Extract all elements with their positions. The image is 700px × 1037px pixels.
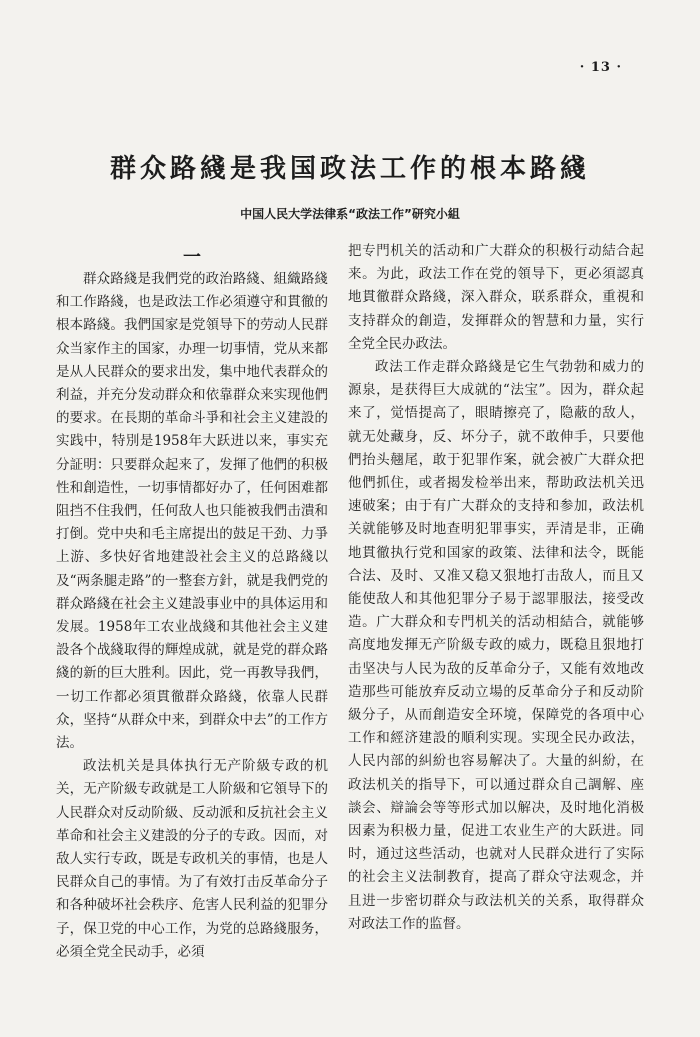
paragraph: 政法机关是具体执行无产阶級专政的机关，无产阶級专政就是工人阶級和它領导下的人民群众对反动阶級、反动派和反抗社会主义革命和社会主义建設的分子的专政。因而，对敌人实行专政，既是专政机关的事情，也是人民群众自己的事情。为了有效打击反革命分子和各种破坏社会秩序、危害人民利益的犯罪分子，保卫党的中心工作，为党的总路綫服务，必須全党全民动手，必須 bbox=[56, 758, 328, 960]
paragraph-continued: 把专門机关的活动和广大群众的积极行动結合起来。为此，政法工作在党的領导下，更必須認真地貫徹群众路綫，深入群众，联系群众，重視和支持群众的創造，发揮群众的智慧和力量，实行全党全民办政法。 bbox=[348, 243, 644, 352]
text-column-right bbox=[348, 240, 644, 936]
text-column-left bbox=[56, 228, 328, 964]
article-title: 群众路綫是我国政法工作的根本路綫 bbox=[109, 154, 590, 184]
page-number: · 13 · bbox=[579, 60, 622, 75]
paragraph: 政法工作走群众路綫是它生气勃勃和威力的源泉，是获得巨大成就的“法宝”。因为，群众起来了，觉悟提高了，眼睛擦亮了，隐蔽的敌人，就无处藏身，反、坏分子，就不敢伸手，只要他們抬头翹尾，敢于犯罪作案，就会被广大群众把他們抓住，或者揭发检举出来，帮助政法机关迅速破案；由于有广大群众的支持和参加，政法机关就能够及时地查明犯罪事实，弄清是非，正确地貫徹执行党和国家的政策、法律和法令，既能合法、及时、又准又稳又狠地打击敌人，而且又能使敌人和其他犯罪分子易于認罪服法，接受改造。广大群众和专門机关的活动相結合，就能够高度地发揮无产阶級专政的威力，既稳且狠地打击坚决与人民为敌的反革命分子，又能有效地改造那些可能放弃反动立場的反革命分子和反动阶級分子，从而創造安全环境，保障党的各項中心工作和經济建設的順利实现。实现全民办政法，人民内部的糾紛也容易解决了。大量的糾紛，在政法机关的指导下，可以通过群众自己調解、座談会、辯論会等等形式加以解决，及时地化消极因素为积极力量，促进工农业生产的大跃进。同时，通过这些活动，也就对人民群众进行了实际的社会主义法制教育，提高了群众守法观念，并且进一步密切群众与政法机关的关系，取得群众对政法工作的监督。 bbox=[348, 359, 644, 932]
section-numeral: 一 bbox=[183, 247, 201, 268]
article-byline: 中国人民大学法律系“政法工作”研究小組 bbox=[240, 207, 460, 221]
paragraph: 群众路綫是我們党的政治路綫、組織路綫和工作路綫，也是政法工作必須遵守和貫徹的根本路綫。我們国家是党領导下的劳动人民群众当家作主的国家，办理一切事情，党从来都是从人民群众的要求出发，集中地代表群众的利益，并充分发动群众和依靠群众来实现他們的要求。在長期的革命斗爭和社会主义建設的实践中，特別是1958年大跃进以来，事实充分証明：只要群众起来了，发揮了他們的积极性和創造性，一切事情都好办了，任何困难都阻挡不住我們，任何敌人也只能被我們击潰和打倒。党中央和毛主席提出的鼓足干劲、力爭上游、多快好省地建設社会主义的总路綫以及“两条腿走路”的一整套方針，就是我們党的群众路綫在社会主义建設事业中的具体运用和发展。1958年工农业战綫和其他社会主义建設各个战綫取得的輝煌成就，就是党的群众路綫的新的巨大胜利。因此，党一再教导我們，一切工作都必須貫徹群众路綫，依靠人民群众，坚持“从群众中来，到群众中去”的工作方法。 bbox=[56, 271, 328, 752]
